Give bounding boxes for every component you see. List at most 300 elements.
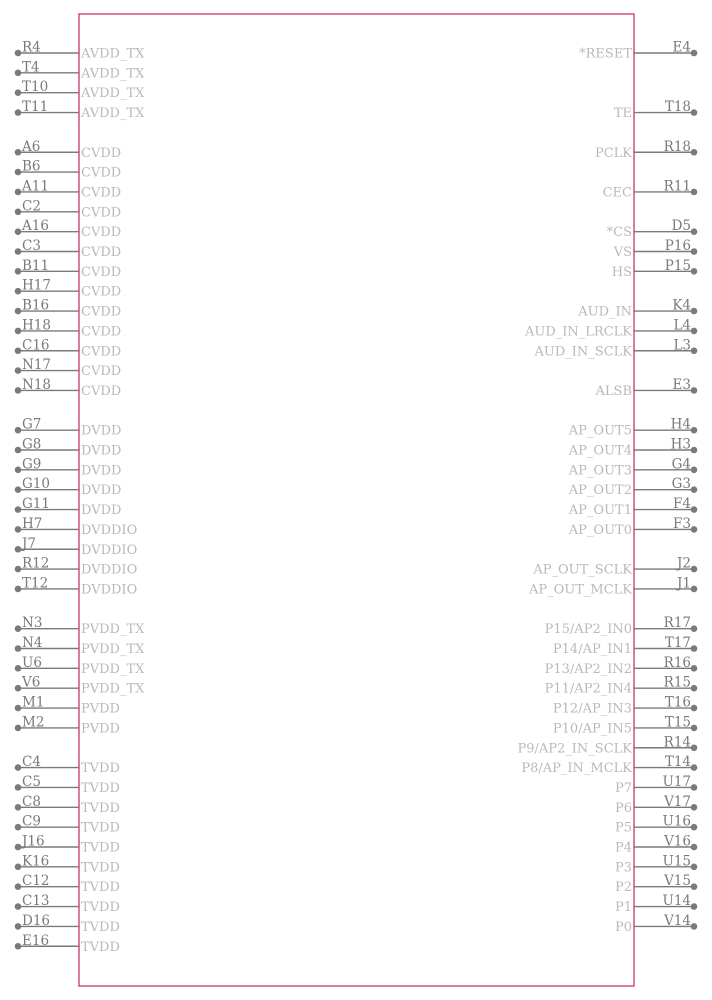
pin-endpoint bbox=[15, 764, 22, 771]
pin-endpoint bbox=[15, 367, 22, 374]
pin bbox=[15, 794, 120, 816]
pin bbox=[15, 198, 121, 220]
pin-endpoint bbox=[691, 883, 698, 890]
pin bbox=[545, 655, 698, 677]
pin-name: TVDD bbox=[81, 860, 120, 876]
pin-number: C4 bbox=[22, 754, 41, 771]
pin-number: C8 bbox=[22, 793, 41, 810]
pin bbox=[615, 834, 697, 856]
pin-endpoint bbox=[691, 725, 698, 732]
pin-number: H3 bbox=[670, 436, 691, 453]
pin-endpoint bbox=[691, 784, 698, 791]
pin bbox=[568, 456, 698, 478]
pin-name: CVDD bbox=[81, 225, 122, 241]
right-pin-group bbox=[517, 40, 697, 935]
pin bbox=[607, 218, 698, 240]
pin-endpoint bbox=[15, 109, 22, 116]
pin-name: CVDD bbox=[81, 264, 122, 280]
pin-number: R12 bbox=[22, 555, 50, 572]
pin-number: A11 bbox=[22, 178, 49, 195]
pin bbox=[615, 873, 697, 895]
pin-name: TVDD bbox=[81, 800, 120, 816]
pin-number: N17 bbox=[22, 357, 51, 374]
pin-endpoint bbox=[691, 248, 698, 255]
pin-number: D5 bbox=[671, 218, 691, 235]
pin bbox=[15, 79, 145, 101]
pin-name: CEC bbox=[602, 185, 632, 201]
pin-number: T10 bbox=[22, 79, 49, 96]
pin-name: AVDD_TX bbox=[81, 46, 145, 62]
pin bbox=[15, 536, 138, 558]
pin bbox=[15, 456, 122, 478]
pin-name: DVDD bbox=[81, 483, 122, 499]
pin-name: CVDD bbox=[81, 383, 122, 399]
pin-endpoint bbox=[15, 268, 22, 275]
pin-number: H18 bbox=[22, 317, 51, 334]
pin-name: P13/AP2_IN2 bbox=[544, 661, 632, 677]
pin-number: T18 bbox=[664, 99, 691, 116]
pin bbox=[15, 714, 120, 736]
pin-endpoint bbox=[691, 744, 698, 751]
pin bbox=[15, 873, 120, 895]
pin-endpoint bbox=[15, 864, 22, 871]
pin-endpoint bbox=[15, 804, 22, 811]
pin-name: AP_OUT5 bbox=[568, 423, 632, 439]
pin-number: V17 bbox=[664, 793, 691, 810]
pin-number: V14 bbox=[664, 912, 691, 929]
pin bbox=[615, 794, 697, 816]
pin-number: U6 bbox=[22, 654, 42, 671]
pin bbox=[534, 337, 698, 359]
pin-endpoint bbox=[691, 804, 698, 811]
pin bbox=[15, 317, 121, 339]
pin-endpoint bbox=[15, 844, 22, 851]
pin-name: P9/AP2_IN_SCLK bbox=[517, 741, 632, 757]
pin bbox=[15, 615, 145, 637]
pin-number: T17 bbox=[664, 635, 691, 651]
pin-number: R18 bbox=[663, 138, 691, 155]
pin-endpoint bbox=[15, 685, 22, 692]
pin-number: J7 bbox=[22, 535, 37, 552]
pin bbox=[15, 774, 120, 796]
pin bbox=[15, 556, 138, 578]
pin bbox=[553, 695, 697, 717]
pin-endpoint bbox=[15, 923, 22, 930]
pin-name: P1 bbox=[614, 900, 632, 916]
pin-name: P3 bbox=[614, 860, 632, 876]
pin-name: TVDD bbox=[81, 919, 120, 935]
pin-endpoint bbox=[15, 347, 22, 354]
pin bbox=[15, 655, 145, 677]
pin-name: AP_OUT_SCLK bbox=[533, 562, 632, 578]
pin-endpoint bbox=[15, 645, 22, 652]
pin-endpoint bbox=[691, 764, 698, 771]
pin-name: P0 bbox=[614, 919, 632, 935]
pin-endpoint bbox=[15, 149, 22, 156]
pin-endpoint bbox=[15, 903, 22, 910]
pin bbox=[15, 337, 121, 359]
pin-number: A16 bbox=[22, 218, 49, 235]
pin bbox=[568, 476, 698, 498]
pin-number: G9 bbox=[22, 456, 42, 473]
pin-endpoint bbox=[15, 50, 22, 57]
pin bbox=[615, 774, 697, 796]
pin-endpoint bbox=[15, 248, 22, 255]
pin bbox=[568, 417, 698, 439]
pin-number: V6 bbox=[22, 674, 41, 691]
pin-endpoint bbox=[15, 189, 22, 196]
pin bbox=[615, 893, 697, 915]
pin-number: T14 bbox=[664, 754, 691, 771]
pin bbox=[15, 575, 138, 597]
pin bbox=[568, 437, 698, 459]
pin-number: N4 bbox=[22, 635, 43, 651]
pin-name: P8/AP_IN_MCLK bbox=[521, 761, 632, 777]
pin-endpoint bbox=[691, 268, 698, 275]
pin-endpoint bbox=[15, 70, 22, 77]
pin bbox=[15, 814, 120, 836]
pin-endpoint bbox=[691, 50, 698, 57]
pin-number: L4 bbox=[673, 317, 691, 334]
pin-endpoint bbox=[15, 209, 22, 216]
pin bbox=[15, 437, 122, 459]
pin-name: AVDD_TX bbox=[81, 86, 145, 102]
pin-number: L3 bbox=[673, 337, 691, 354]
pin-number: F4 bbox=[673, 496, 691, 513]
pin bbox=[15, 635, 145, 657]
pin-name: ALSB bbox=[595, 383, 632, 399]
pin-name: P5 bbox=[614, 820, 632, 836]
pin-number: B16 bbox=[22, 297, 50, 314]
pin bbox=[595, 139, 697, 161]
pin-name: DVDD bbox=[81, 463, 122, 479]
pin-endpoint bbox=[15, 725, 22, 732]
pin-endpoint bbox=[15, 586, 22, 593]
pin-endpoint bbox=[691, 586, 698, 593]
pin-name: AP_OUT1 bbox=[568, 503, 632, 519]
pin-number: H7 bbox=[22, 515, 43, 532]
pin-name: VS bbox=[613, 245, 632, 260]
pin bbox=[568, 496, 698, 518]
pin-number: R11 bbox=[663, 178, 691, 195]
pin bbox=[545, 615, 698, 637]
pin-number: G10 bbox=[22, 476, 50, 493]
pin-number: K16 bbox=[22, 853, 50, 870]
pin-endpoint bbox=[691, 486, 698, 493]
pin-number: C3 bbox=[22, 238, 41, 254]
pin-endpoint bbox=[15, 883, 22, 890]
pin bbox=[517, 734, 697, 756]
pin bbox=[15, 834, 120, 856]
pin-endpoint bbox=[691, 685, 698, 692]
pin-name: AP_OUT2 bbox=[568, 483, 632, 499]
pin-endpoint bbox=[691, 328, 698, 335]
pin-number: G11 bbox=[22, 496, 50, 513]
pin-name: TVDD bbox=[81, 780, 120, 796]
pin-number: T12 bbox=[22, 575, 49, 592]
pin-endpoint bbox=[691, 308, 698, 315]
pin-name: DVDDIO bbox=[81, 522, 138, 538]
pin-number: P16 bbox=[664, 238, 691, 254]
pin-number: U16 bbox=[662, 813, 691, 830]
pin-name: AP_OUT_MCLK bbox=[528, 582, 632, 598]
pin-number: U15 bbox=[662, 853, 691, 870]
pin-number: K4 bbox=[672, 297, 691, 314]
pin bbox=[15, 913, 120, 935]
pin-name: CVDD bbox=[81, 145, 122, 161]
pin-name: PCLK bbox=[594, 145, 632, 161]
pin-name: PVDD_TX bbox=[81, 681, 145, 697]
pin-number: C16 bbox=[22, 337, 50, 354]
pin-number: V16 bbox=[664, 833, 691, 850]
pin-number: C13 bbox=[22, 893, 50, 910]
pin-name: PVDD_TX bbox=[81, 622, 145, 638]
pin-number: P15 bbox=[664, 257, 691, 274]
pin-name: DVDDIO bbox=[81, 582, 138, 598]
pin-name: P7 bbox=[614, 780, 632, 796]
pin-name: AUD_IN_SCLK bbox=[534, 344, 632, 360]
pin-number: N18 bbox=[22, 376, 51, 393]
pin-endpoint bbox=[691, 427, 698, 434]
pin-endpoint bbox=[15, 387, 22, 394]
pin-number: T15 bbox=[664, 714, 691, 731]
pin-name: CVDD bbox=[81, 284, 122, 300]
pin-name: CVDD bbox=[81, 245, 122, 260]
pin bbox=[521, 754, 697, 776]
pin-name: CVDD bbox=[81, 344, 122, 360]
pin-endpoint bbox=[691, 844, 698, 851]
pin-name: TVDD bbox=[81, 880, 120, 896]
pin-number: F3 bbox=[673, 515, 691, 532]
pin-name: P10/AP_IN5 bbox=[552, 721, 632, 737]
pin bbox=[568, 516, 698, 538]
pin-name: CVDD bbox=[81, 205, 122, 221]
pin-name: AUD_IN bbox=[578, 304, 632, 320]
left-pin-group bbox=[15, 40, 145, 955]
pin-number: E16 bbox=[22, 932, 50, 949]
pin-name: CVDD bbox=[81, 304, 122, 320]
pin-number: J16 bbox=[22, 833, 45, 850]
pin-name: DVDDIO bbox=[81, 542, 138, 558]
pin-name: DVDD bbox=[81, 443, 122, 459]
pin-number: E3 bbox=[672, 376, 691, 393]
pin bbox=[528, 575, 697, 597]
pin bbox=[15, 853, 120, 875]
pin-number: U14 bbox=[662, 893, 691, 910]
pin-number: R16 bbox=[663, 654, 691, 671]
pin-number: G7 bbox=[22, 416, 42, 433]
pin-number: E4 bbox=[672, 39, 691, 56]
component-body bbox=[79, 14, 634, 986]
pin-endpoint bbox=[15, 943, 22, 950]
pin-number: C2 bbox=[22, 198, 41, 215]
pin-number: B11 bbox=[22, 257, 50, 274]
pin bbox=[15, 754, 120, 776]
pin-name: P6 bbox=[614, 800, 632, 816]
pin-number: J1 bbox=[676, 575, 691, 592]
pin-name: CVDD bbox=[81, 364, 122, 380]
pin-endpoint bbox=[15, 89, 22, 96]
pin bbox=[15, 933, 120, 955]
pin-name: P15/AP2_IN0 bbox=[544, 622, 632, 638]
pin-name: TVDD bbox=[81, 820, 120, 836]
pin-name: P14/AP_IN1 bbox=[552, 642, 632, 657]
pin-name: P2 bbox=[614, 880, 632, 896]
pin-number: U17 bbox=[662, 773, 691, 790]
pin-number: T11 bbox=[22, 99, 49, 116]
pin bbox=[15, 496, 122, 518]
pin-number: A6 bbox=[22, 138, 41, 155]
pin-number: C5 bbox=[22, 773, 41, 790]
pin-endpoint bbox=[15, 526, 22, 533]
pin-endpoint bbox=[15, 427, 22, 434]
pin bbox=[15, 59, 145, 81]
pin-number: V15 bbox=[664, 873, 691, 890]
pin-endpoint bbox=[15, 169, 22, 176]
pin-number: T4 bbox=[22, 59, 40, 76]
pin-name: P11/AP2_IN4 bbox=[544, 681, 632, 697]
pin-name: TE bbox=[613, 106, 632, 122]
pin-endpoint bbox=[691, 665, 698, 672]
pin-endpoint bbox=[691, 347, 698, 354]
pin-number: H17 bbox=[22, 277, 51, 294]
pin bbox=[615, 913, 697, 935]
pin-endpoint bbox=[15, 467, 22, 474]
pin-name: AVDD_TX bbox=[81, 66, 145, 82]
pin bbox=[15, 258, 121, 280]
pin bbox=[15, 40, 145, 62]
pin bbox=[603, 178, 698, 200]
pin-endpoint bbox=[15, 625, 22, 632]
pin-number: R14 bbox=[663, 734, 691, 751]
pin-name: TVDD bbox=[81, 900, 120, 916]
pin bbox=[15, 99, 145, 121]
pin bbox=[15, 139, 121, 161]
pin bbox=[15, 417, 122, 439]
pin bbox=[553, 714, 697, 736]
pin-name: CVDD bbox=[81, 324, 122, 340]
pin bbox=[15, 377, 121, 399]
pin-endpoint bbox=[691, 149, 698, 156]
pin-endpoint bbox=[691, 506, 698, 513]
pin bbox=[15, 675, 145, 697]
pin-endpoint bbox=[15, 447, 22, 454]
pin-name: AUD_IN_LRCLK bbox=[525, 324, 632, 340]
pin-name: CVDD bbox=[81, 165, 122, 181]
pin-name: PVDD_TX bbox=[81, 642, 145, 657]
pin-endpoint bbox=[691, 447, 698, 454]
pin-name: AP_OUT0 bbox=[568, 522, 632, 538]
pin-endpoint bbox=[15, 506, 22, 513]
pin-name: AP_OUT4 bbox=[568, 443, 632, 459]
pin bbox=[15, 238, 121, 260]
pin-number: G8 bbox=[22, 436, 42, 453]
pin-name: AVDD_TX bbox=[81, 106, 145, 122]
pin bbox=[553, 635, 697, 657]
pin bbox=[15, 159, 121, 181]
pin-number: R15 bbox=[663, 674, 691, 691]
pin bbox=[15, 178, 121, 200]
pin-name: *RESET bbox=[579, 46, 632, 62]
pin bbox=[579, 40, 697, 62]
pin-number: J2 bbox=[676, 555, 691, 572]
pin-number: D16 bbox=[22, 912, 51, 929]
pin-endpoint bbox=[15, 308, 22, 315]
pin-number: C9 bbox=[22, 813, 41, 830]
pin-endpoint bbox=[691, 467, 698, 474]
pin-name: DVDD bbox=[81, 423, 122, 439]
pin-endpoint bbox=[15, 288, 22, 295]
pin-endpoint bbox=[15, 486, 22, 493]
pin-name: AP_OUT3 bbox=[568, 463, 632, 479]
pin-endpoint bbox=[691, 903, 698, 910]
pin-endpoint bbox=[691, 864, 698, 871]
pin-endpoint bbox=[15, 328, 22, 335]
pin-endpoint bbox=[691, 387, 698, 394]
pin-endpoint bbox=[15, 566, 22, 573]
pin bbox=[577, 298, 697, 320]
pin bbox=[15, 893, 120, 915]
pin-name: TVDD bbox=[81, 761, 120, 777]
pin-number: M1 bbox=[22, 694, 45, 711]
pin-name: *CS bbox=[606, 225, 632, 241]
pin-name: PVDD bbox=[81, 721, 120, 737]
pin-name: PVDD bbox=[81, 701, 120, 717]
pin bbox=[524, 317, 697, 339]
pin-number: T16 bbox=[664, 694, 691, 711]
pin-endpoint bbox=[15, 665, 22, 672]
pin-number: R17 bbox=[663, 615, 691, 632]
pin-number: N3 bbox=[22, 615, 43, 632]
pin-number: G3 bbox=[671, 476, 691, 493]
pin-number: B6 bbox=[22, 158, 41, 175]
pin bbox=[15, 695, 120, 717]
pin-name: TVDD bbox=[81, 840, 120, 856]
pin-endpoint bbox=[691, 189, 698, 196]
pin-endpoint bbox=[691, 625, 698, 632]
pin-endpoint bbox=[691, 923, 698, 930]
pin bbox=[15, 218, 121, 240]
pin-endpoint bbox=[691, 645, 698, 652]
pin bbox=[545, 675, 698, 697]
pin-number: G4 bbox=[671, 456, 691, 473]
pin bbox=[613, 238, 698, 260]
pin bbox=[15, 516, 138, 538]
pin-endpoint bbox=[15, 228, 22, 235]
pin-number: R4 bbox=[22, 39, 41, 56]
pin-name: PVDD_TX bbox=[81, 661, 145, 677]
pin bbox=[15, 298, 121, 320]
pin bbox=[15, 476, 122, 498]
pin-name: TVDD bbox=[81, 939, 120, 955]
pin-endpoint bbox=[15, 784, 22, 791]
pin-number: C12 bbox=[22, 873, 50, 890]
pin-endpoint bbox=[15, 824, 22, 831]
pin bbox=[615, 814, 697, 836]
pin-endpoint bbox=[691, 824, 698, 831]
pin-endpoint bbox=[691, 526, 698, 533]
pin-endpoint bbox=[15, 546, 22, 553]
pin-name: DVDDIO bbox=[81, 562, 138, 578]
pin-number: M2 bbox=[22, 714, 45, 731]
pin-name: HS bbox=[611, 264, 632, 280]
pin-number: H4 bbox=[670, 416, 691, 433]
pin-endpoint bbox=[691, 705, 698, 712]
pin bbox=[615, 853, 697, 875]
pin-endpoint bbox=[691, 228, 698, 235]
pin bbox=[15, 357, 121, 379]
pin-name: P12/AP_IN3 bbox=[552, 701, 632, 717]
